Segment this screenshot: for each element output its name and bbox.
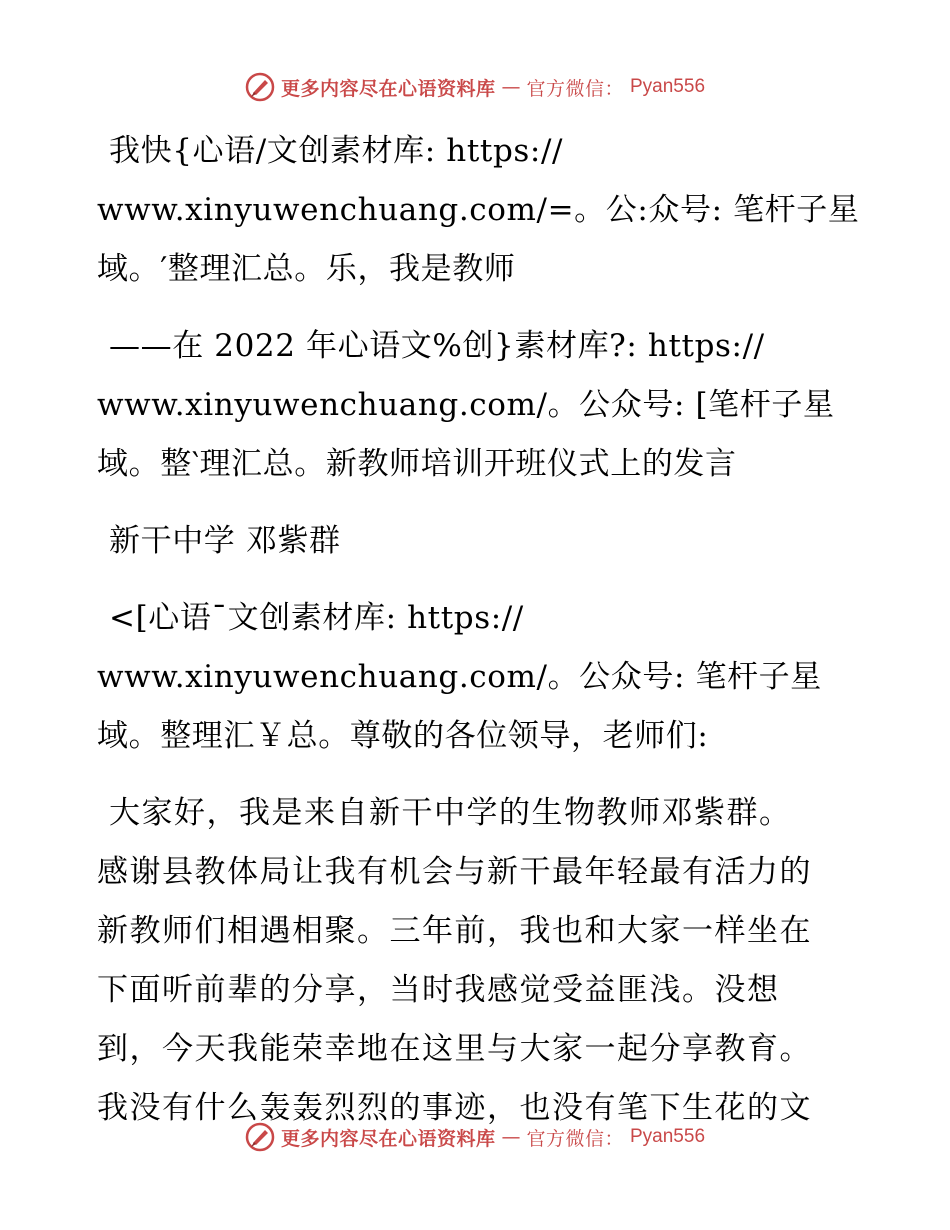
text-line: 新教师们相遇相聚。三年前，我也和大家一样坐在 <box>97 913 812 949</box>
header-watermark <box>0 72 950 102</box>
paragraph <box>97 317 867 494</box>
text-line: ——在 2022 年心语文%创}素材库?: https:// <box>109 328 765 364</box>
paragraph <box>97 784 867 1138</box>
paragraph <box>97 589 867 766</box>
footer-watermark <box>0 1122 950 1152</box>
watermark-dash: — <box>501 1126 521 1148</box>
watermark-wechat-id: Pyan556 <box>630 1126 706 1147</box>
text-line: www.xinyuwenchuang.com/。公众号: [笔杆子星 <box>97 387 835 423</box>
text-line: 域。整理汇￥总。尊敬的各位领导，老师们: <box>97 718 709 754</box>
watermark-label: 官方微信： <box>526 1127 624 1150</box>
text-line: 下面听前辈的分享，当时我感觉受益匪浅。没想 <box>97 972 780 1008</box>
document-body <box>97 122 867 1156</box>
text-line: 我快{心语/文创素材库: https:// <box>109 133 564 169</box>
text-line: 域。′整理汇总。乐，我是教师 <box>97 251 516 287</box>
text-line: <[心语¯文创素材库: https:// <box>109 600 524 636</box>
watermark-text: 更多内容尽在心语资料库 <box>280 77 496 100</box>
quill-logo-icon <box>245 1122 275 1152</box>
text-line: 感谢县教体局让我有机会与新干最年轻最有活力的 <box>97 854 812 890</box>
text-line: 到，今天我能荣幸地在这里与大家一起分享教育。 <box>97 1031 812 1067</box>
watermark-wechat-id: Pyan556 <box>630 76 706 97</box>
text-line: www.xinyuwenchuang.com/。公众号: 笔杆子星 <box>97 659 822 695</box>
quill-logo-icon <box>245 72 275 102</box>
paragraph <box>97 122 867 299</box>
watermark-dash: — <box>501 76 521 98</box>
text-line: 域。整‵理汇总。新教师培训开班仪式上的发言 <box>97 446 737 482</box>
text-line: 新干中学 邓紫群 <box>109 523 341 559</box>
text-line: 我没有什么轰轰烈烈的事迹，也没有笔下生花的文 <box>97 1090 812 1126</box>
watermark-text: 更多内容尽在心语资料库 <box>280 1127 496 1150</box>
author-line <box>97 512 867 571</box>
watermark-label: 官方微信： <box>526 77 624 100</box>
text-line: www.xinyuwenchuang.com/=。公:众号: 笔杆子星 <box>97 192 860 228</box>
text-line: 大家好，我是来自新干中学的生物教师邓紫群。 <box>109 795 792 831</box>
